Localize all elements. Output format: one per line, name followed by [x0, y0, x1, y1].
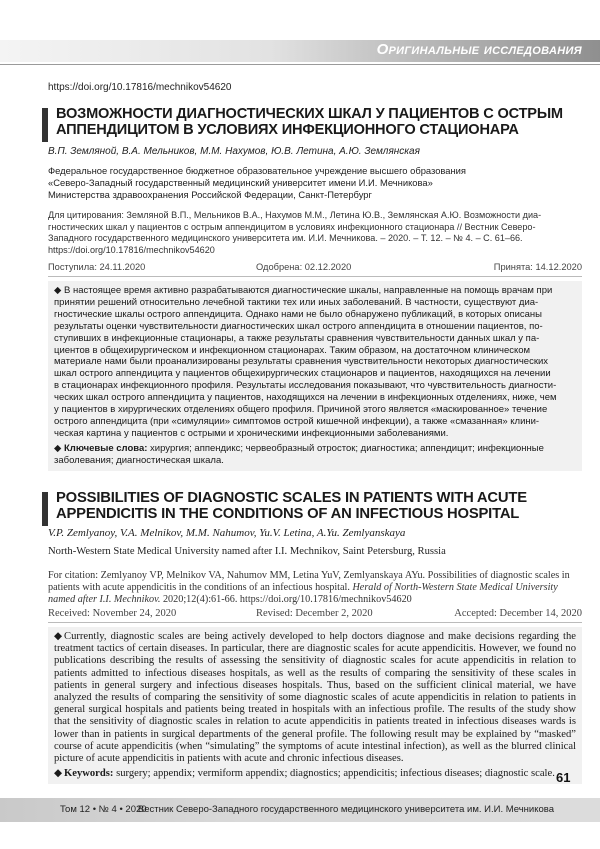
en-title-block: [48, 490, 568, 522]
ru-dates-rule: [48, 276, 582, 277]
ru-title-block: [48, 106, 568, 138]
en-revised-date: Revised: December 2, 2020: [256, 608, 373, 619]
title-marker: [42, 492, 48, 526]
en-authors: V.P. Zemlyanoy, V.A. Melnikov, M.M. Nahumov, Yu.V. Letina, A.Yu. Zemlyanskaya: [48, 527, 406, 539]
ru-keywords-text: хирургия; аппендикс; червеобразный отросток; диагностика; аппендицит; инфекционные: [147, 442, 544, 454]
en-citation: [48, 570, 582, 606]
ru-keywords-label: Ключевые слова:: [64, 442, 148, 454]
en-citation-prefix: For citation: Zemlyanoy VP, Melnikov VA, Nahumov MM, Letina YuV, Zemlyanskaya AYu. Possibilities of diagnostic scales in patients with acute appendicitis in the conditions of an infectious hospital.: [48, 570, 570, 593]
ru-citation-line: Западного государственного медицинского университета им. И.И. Мечникова. – 2020. – Т. 12. – № 4. – С. 61–66.: [48, 233, 523, 243]
en-article-title: POSSIBILITIES OF DIAGNOSTIC SCALES IN PATIENTS WITH ACUTE APPENDICITIS IN THE CONDITIONS OF AN INFECTIOUS HOSPITAL: [56, 490, 527, 522]
ru-keywords: [48, 440, 582, 471]
ru-abstract-line: гностические шкалы острого аппендицита. Однако нами не было обнаружено публикаций, в которых описаны: [54, 308, 542, 320]
doi-link[interactable]: https://doi.org/10.17816/mechnikov54620: [48, 82, 232, 93]
ru-authors: В.П. Земляной, В.А. Мельников, М.М. Нахумов, Ю.В. Летина, А.Ю. Землянская: [48, 146, 420, 157]
page-number: 61: [556, 770, 571, 785]
bullet-icon: ◆: [54, 442, 62, 454]
bullet-icon: ◆: [54, 631, 63, 642]
ru-abstract-line: ◆ В настоящее время активно разрабатываются диагностические шкалы, направленные на помощь врачам при: [54, 285, 553, 296]
ru-accepted-date: Принята: 14.12.2020: [493, 262, 582, 272]
en-abstract-box: [48, 627, 582, 784]
en-accepted-date: Accepted: December 14, 2020: [454, 608, 582, 619]
ru-affiliation: [48, 165, 582, 201]
ru-citation-line[interactable]: https://doi.org/10.17816/mechnikov54620: [48, 244, 215, 255]
ru-affiliation-line: Министерства здравоохранения Российской Федерации, Санкт-Петербург: [48, 189, 372, 200]
ru-citation-line: гностических шкал у пациентов с острым аппендицитом в условиях инфекционного стационара // Вестник Северо-: [48, 221, 536, 232]
title-marker: [42, 108, 48, 142]
en-citation-suffix[interactable]: 2020;12(4):61-66. https://doi.org/10.17816/mechnikov54620: [160, 594, 412, 605]
ru-affiliation-line: Федеральное государственное бюджетное образовательное учреждение высшего образования: [48, 165, 466, 176]
ru-abstract-line: принятии решений относительно лечебной тактики тех или иных заболеваний. В частности, существуют диа-: [54, 296, 539, 308]
ru-abstract-line: циентов в общехирургическом и инфекционном стационарах. Таким образом, на достаточном клиническом: [54, 344, 531, 356]
en-dates-rule: [48, 622, 582, 623]
ru-affiliation-line: «Северо-Западный государственный медицинский университет имени И.И. Мечникова»: [48, 177, 433, 188]
en-received-date: Received: November 24, 2020: [48, 608, 177, 619]
ru-abstract-line: в стационарах инфекционного профиля. Результаты исследования показывают, что чувствительность диагности-: [54, 380, 557, 392]
ru-keywords-text: заболевания; диагностическая шкала.: [54, 454, 224, 466]
en-abstract: [48, 627, 582, 765]
ru-citation-line: Для цитирования: Земляной В.П., Мельников В.А., Нахумов М.М., Летина Ю.В., Землянская А.Ю. Возможности диа-: [48, 210, 542, 220]
ru-abstract-line: результаты оценки чувствительности диагностических шкал острого аппендицита в отношении пациентов, по-: [54, 320, 543, 332]
ru-abstract-line: ческая картина у пациентов с острыми и хроническими инфекционными заболеваниями.: [54, 427, 449, 439]
footer-journal-name: Вестник Северо-Западного государственного медицинского университета им. И.И. Мечникова: [137, 804, 554, 815]
ru-abstract: [48, 281, 582, 440]
bullet-icon: ◆: [54, 768, 63, 780]
ru-abstract-line: у пациентов в хирургических отделениях общего профиля. Причиной этого является «маскированное» течение: [54, 404, 548, 416]
bullet-icon: ◆: [54, 285, 62, 296]
section-header-band: [0, 40, 600, 62]
ru-received-date: Поступила: 24.11.2020: [48, 262, 146, 272]
ru-citation: [48, 210, 582, 256]
ru-article-title: ВОЗМОЖНОСТИ ДИАГНОСТИЧЕСКИХ ШКАЛ У ПАЦИЕНТОВ С ОСТРЫМ АППЕНДИЦИТОМ В УСЛОВИЯХ ИНФЕКЦИОННОГО СТАЦИОНАРА: [56, 106, 563, 138]
en-keywords-text: surgery; appendix; vermiform appendix; diagnostics; appendicitis; infectious diseases; diagnostic scale.: [113, 768, 555, 780]
en-keywords: [48, 765, 582, 784]
header-rule: [0, 64, 600, 65]
footer-band: [0, 798, 600, 822]
ru-abstract-line: ступивших в инфекционные стационары, а также результаты сравнения чувствительности данных шкал у па-: [54, 332, 540, 344]
ru-abstract-line: материале нами были проанализированы результаты сравнения чувствительности некоторых диагностических: [54, 356, 549, 368]
en-affiliation: North-Western State Medical University named after I.I. Mechnikov, Saint Petersburg, Russia: [48, 546, 446, 557]
ru-abstract-line: острого аппендицита (при «симуляции» симптомов острой кишечной инфекции), а также «смазанная» клини-: [54, 415, 540, 427]
en-abstract-text: Currently, diagnostic scales are being actively developed to help doctors diagnose and make decisions regarding the treatment tactics of certain diseases. In particular, there are diagnostic scales for acute appendicitis. However, we found no publications describing the results of assessing the sensitivity of diagnostic scales for acute appendicitis in relation to patients admitted to infectious diseases hospitals, as well as the results of comparing the sensitivity of these scales in patients in general surgery and infectious diseases hospitals. Thus, based on the sufficient clinical material, we have analyzed the results of comparing the sensitivity of some diagnostic scales of acute appendicitis in relation to patients in general surgical hospitals and patients being treated in hospitals with an infectious profile. The results of the study show that the sensitivity of diagnostic scales in relation to acute appendicitis in patients treated in infectious diseases wards is lower than in patients in surgical departments of the general profile. The following result may be explained by “masked” course of acute appendicitis (when “simulating” the symptoms of acute intestinal infection), as well as the blurred clinical picture of acute appendicitis in patients with acute and chronic infectious diseases.: [54, 631, 576, 765]
ru-revised-date: Одобрена: 02.12.2020: [256, 262, 352, 272]
en-citation-journal: Herald of North-Western State Medical University named after I.I. Mechnikov.: [48, 582, 558, 605]
footer-volume: Том 12 • № 4 • 2020: [60, 804, 147, 815]
ru-abstract-box: [48, 281, 582, 471]
ru-abstract-line: ческих шкал острого аппендицита у пациентов, находящихся на лечении в инфекционных отделениях, ниже, чем: [54, 392, 557, 404]
en-keywords-label: Keywords:: [64, 768, 114, 780]
ru-abstract-line: шкал острого аппендицита у пациентов общехирургических стационаров и пациентов, находящихся на лечении: [54, 368, 551, 380]
section-label: Оригинальные исследования: [376, 41, 582, 58]
